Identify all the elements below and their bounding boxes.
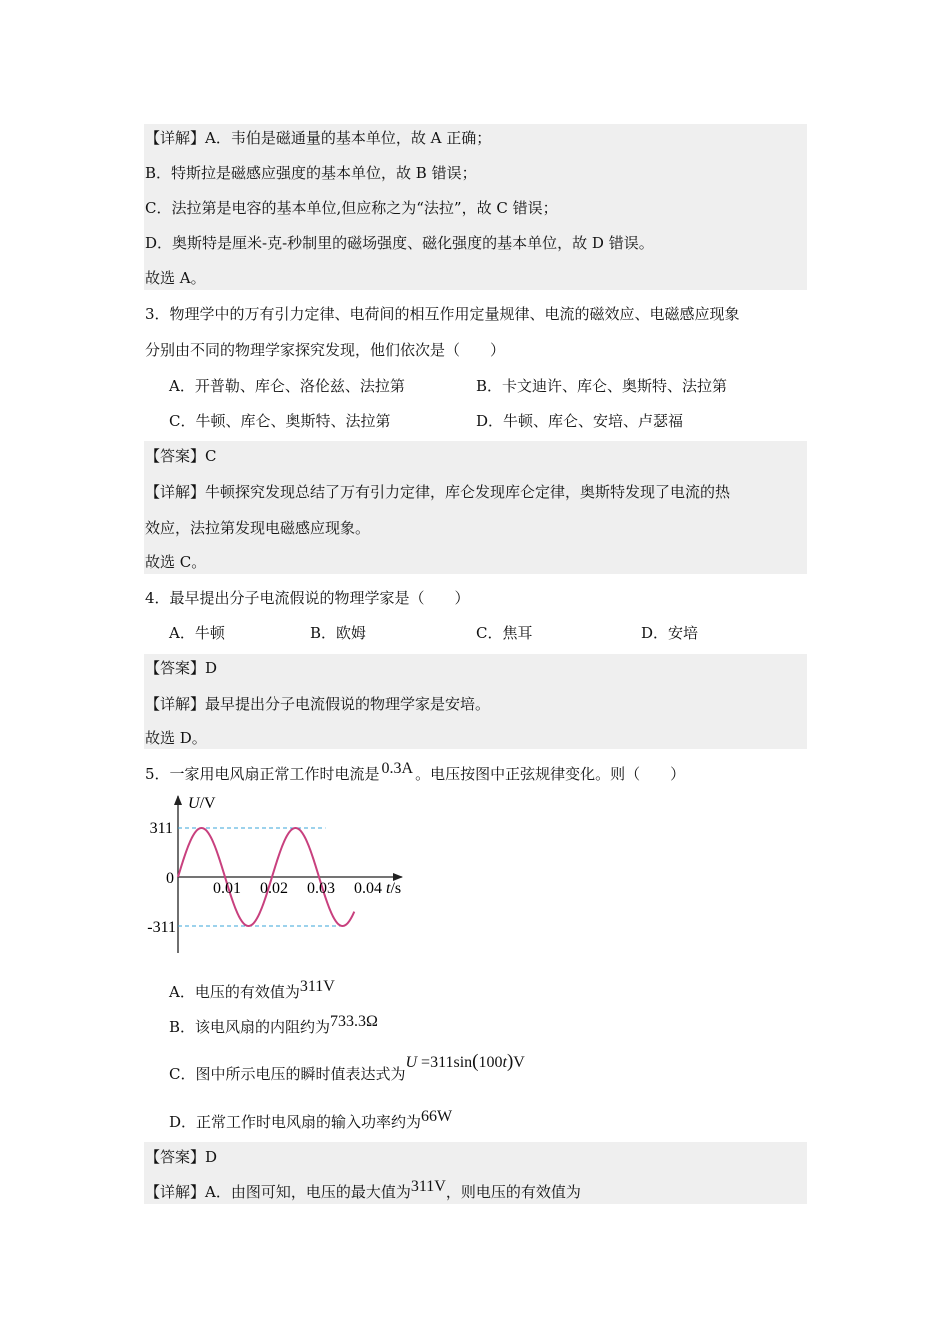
q4-answer: 【答案】D (145, 659, 218, 677)
q5-option-d[interactable] (169, 1108, 453, 1133)
q5-option-c-text: C．图中所示电压的瞬时值表达式为 (169, 1065, 406, 1083)
q4-option-b[interactable]: B．欧姆 (310, 624, 367, 642)
q3-option-c[interactable]: C．牛顿、库仑、奥斯特、法拉第 (169, 412, 391, 430)
formula-unit: V (513, 1054, 525, 1071)
q3-stem-line1: 3．物理学中的万有引力定律、电荷间的相互作用定量规律、电流的磁效应、电磁感应现象 (145, 305, 740, 323)
x-axis-label-unit: /s (390, 880, 402, 897)
q4-explain: 【详解】最早提出分子电流假说的物理学家是安培。 (145, 695, 491, 713)
q2-explain-d: D．奥斯特是厘米-克-秒制里的磁场强度、磁化强度的基本单位，故 D 错误。 (145, 234, 654, 252)
q3-option-d[interactable]: D．牛顿、库仑、安培、卢瑟福 (476, 412, 684, 430)
origin-label: 0 (166, 870, 174, 887)
q5-option-a-text: A．电压的有效值为 (169, 983, 300, 1001)
x-axis-label (386, 880, 401, 897)
q5-option-d-text: D．正常工作时电风扇的输入功率约为 (169, 1113, 422, 1131)
q5-explain-pre: 【详解】A．由图可知，电压的最大值为 (145, 1183, 411, 1201)
q3-stem-line2: 分别由不同的物理学家探究发现，他们依次是（ ） (145, 341, 506, 359)
q5-option-a-value: 311V (299, 978, 335, 995)
formula-rparen: ) (506, 1051, 514, 1072)
y-axis-label (188, 795, 216, 812)
q5-option-b[interactable] (169, 1013, 378, 1038)
x-axis-label-var: t (386, 880, 391, 897)
q5-option-c[interactable] (169, 1051, 525, 1085)
q5-option-b-text: B．该电风扇的内阻约为 (169, 1018, 331, 1036)
q5-explain-post: ，则电压的有效值为 (445, 1183, 581, 1201)
q2-explain-c: C．法拉第是电容的基本单位,但应称之为“法拉”，故 C 错误； (145, 199, 558, 217)
formula-t: t (502, 1054, 507, 1071)
q3-conclusion: 故选 C。 (145, 553, 207, 571)
x-tick-label: 0.02 (260, 880, 288, 897)
q4-stem: 4．最早提出分子电流假说的物理学家是（ ） (145, 589, 470, 607)
q5-answer: 【答案】D (145, 1148, 218, 1166)
q5-option-b-value: 733.3Ω (330, 1013, 378, 1030)
q3-explain-line1: 【详解】牛顿探究发现总结了万有引力定律，库仑发现库仑定律，奥斯特发现了电流的热 (145, 483, 731, 501)
q5-option-a[interactable] (169, 978, 335, 1003)
q3-explain-line2: 效应，法拉第发现电磁感应现象。 (145, 519, 371, 537)
q2-conclusion: 故选 A。 (145, 269, 206, 287)
q5-stem-pre: 5．一家用电风扇正常工作时电流是 (145, 765, 380, 783)
formula-u: U (405, 1054, 418, 1071)
voltage-sine-chart (140, 788, 410, 958)
q4-option-d[interactable]: D．安培 (641, 624, 699, 642)
q4-option-c[interactable]: C．焦耳 (476, 624, 533, 642)
y-tick-max: 311 (149, 820, 173, 837)
q5-stem-post: 。电压按图中正弦规律变化。则（ ） (415, 765, 686, 783)
q5-explain-value: 311V (410, 1178, 446, 1195)
q4-option-a[interactable]: A．牛顿 (169, 624, 225, 642)
q5-stem (145, 760, 807, 785)
q5-option-c-formula (405, 1051, 525, 1072)
q3-option-b[interactable]: B．卡文迪许、库仑、奥斯特、法拉第 (476, 377, 728, 395)
q2-explain-a: 【详解】A．韦伯是磁通量的基本单位，故 A 正确； (145, 129, 492, 147)
y-tick-min: -311 (147, 919, 176, 936)
q2-explain-b: B．特斯拉是磁感应强度的基本单位，故 B 错误； (145, 164, 477, 182)
q5-option-d-value: 66W (421, 1108, 453, 1125)
x-tick-label: 0.04 (354, 880, 382, 897)
formula-eq: =311sin (417, 1054, 473, 1071)
x-tick-label: 0.03 (307, 880, 335, 897)
y-axis-label-unit: /V (199, 795, 216, 812)
formula-lparen: ( (472, 1051, 479, 1072)
q3-option-a[interactable]: A．开普勒、库仑、洛伦兹、法拉第 (169, 377, 405, 395)
y-axis-label-var: U (188, 795, 200, 812)
q3-answer: 【答案】C (145, 447, 217, 465)
x-tick-label: 0.01 (213, 880, 241, 897)
q5-explain (145, 1178, 807, 1203)
formula-arg: 100 (478, 1054, 503, 1071)
q4-conclusion: 故选 D。 (145, 729, 207, 747)
q5-current-value: 0.3A (381, 760, 414, 777)
